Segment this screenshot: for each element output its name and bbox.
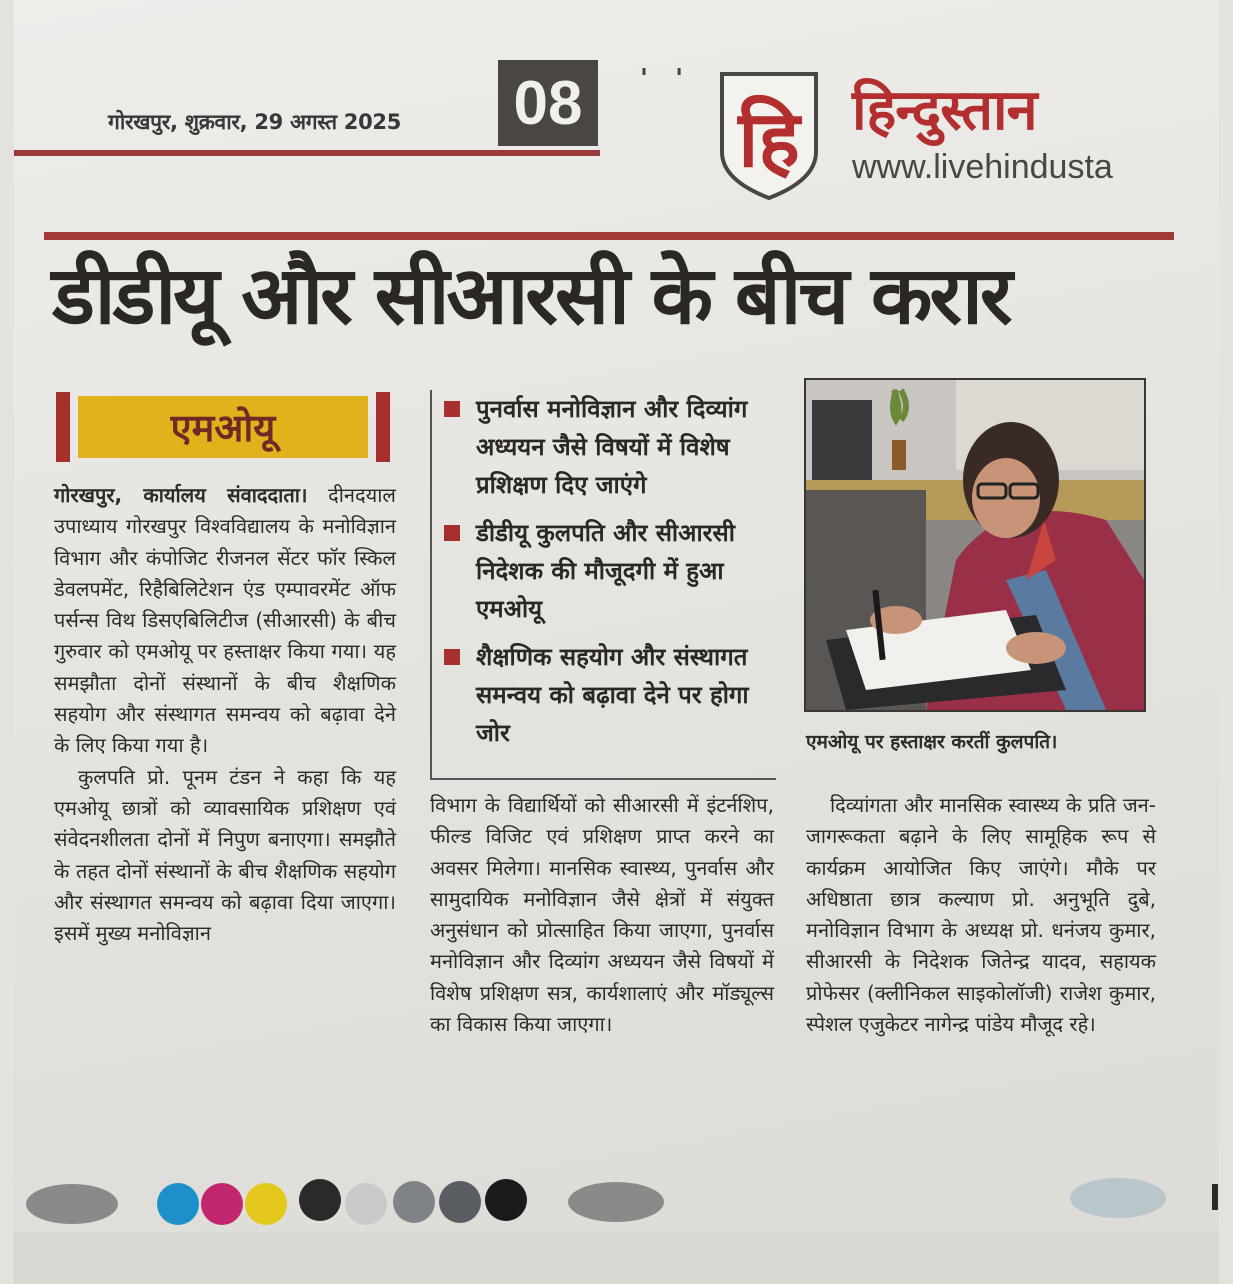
dateline: गोरखपुर, कार्यालय संवाददाता।	[54, 483, 308, 507]
section-rule	[44, 232, 1174, 240]
highlight-item	[444, 514, 774, 628]
article-column-3	[806, 790, 1156, 1040]
registration-mark	[157, 1183, 199, 1225]
registration-mark	[26, 1184, 118, 1224]
registration-mark	[485, 1179, 527, 1221]
highlight-item	[444, 638, 774, 752]
page-number: 08	[498, 60, 598, 146]
registration-mark	[1070, 1178, 1166, 1218]
article-paragraph: कुलपति प्रो. पूनम टंडन ने कहा कि यह एमओयू छात्रों को व्यावसायिक प्रशिक्षण एवं संवेदनशीलता दोनों में निपुण बनाएगा। समझौते के तहत दोनों संस्थानों के बीच शैक्षणिक सहयोग और संस्थागत समन्वय को बढ़ावा दिया जाएगा। इसमें मुख्य मनोविज्ञान	[54, 764, 396, 946]
tag-bar-left	[56, 392, 70, 462]
bullet-square-icon	[444, 401, 460, 417]
highlight-text: शैक्षणिक सहयोग और संस्थागत समन्वय को बढ़ावा देने पर होगा जोर	[476, 643, 749, 747]
article-paragraph: दिव्यांगता और मानसिक स्वास्थ्य के प्रति जन-जागरूकता बढ़ाने के लिए सामूहिक रूप से कार्यक्रम आयोजित किए जाएंगे। मौके पर अधिष्ठाता छात्र कल्याण प्रो. अनुभूति दुबे, मनोविज्ञान विभाग के अध्यक्ष प्रो. धनंजय कुमार, सीआरसी के निदेशक जितेन्द्र यादव, सहायक प्रोफेसर (क्लीनिकल साइकोलॉजी) राजेश कुमार, स्पेशल एजुकेटर नागेन्द्र पांडेय मौजूद रहे।	[806, 793, 1156, 1037]
registration-mark	[245, 1183, 287, 1225]
tag-label: एमओयू	[170, 406, 276, 450]
newspaper-name: हिन्दुस्तान	[852, 78, 1037, 143]
highlight-text: डीडीयू कुलपति और सीआरसी निदेशक की मौजूदगी में हुआ एमओयू	[476, 519, 735, 623]
registration-mark	[345, 1183, 387, 1225]
crop-ticks: ' '	[640, 64, 684, 94]
hindustan-logo-icon	[714, 68, 824, 202]
registration-mark	[568, 1182, 664, 1222]
registration-mark	[299, 1179, 341, 1221]
logo-letter: हि	[738, 95, 800, 185]
highlight-item	[444, 390, 774, 504]
topic-tag	[56, 392, 390, 462]
headline: डीडीयू और सीआरसी के बीच करार	[52, 249, 1010, 342]
color-registration-bar	[0, 1170, 1233, 1230]
photo-caption: एमओयू पर हस्ताक्षर करतीं कुलपति।	[806, 731, 1058, 753]
page-margin	[14, 1232, 1219, 1284]
highlights-box	[430, 390, 776, 780]
registration-mark	[201, 1183, 243, 1225]
masthead-rule	[14, 150, 600, 156]
issue-date: गोरखपुर, शुक्रवार, 29 अगस्त 2025	[108, 110, 402, 134]
tag-bar-right	[376, 392, 390, 462]
photo-illustration	[806, 380, 1144, 710]
article-paragraph: विभाग के विद्यार्थियों को सीआरसी में इंटर्नशिप, फील्ड विजिट एवं प्रशिक्षण प्राप्त करने का अवसर मिलेगा। मानसिक स्वास्थ्य, पुनर्वास और सामुदायिक मनोविज्ञान जैसे क्षेत्रों में संयुक्त अनुसंधान को प्रोत्साहित किया जाएगा, पुनर्वास मनोविज्ञान और दिव्यांग अध्ययन जैसे विषयों में विशेष प्रशिक्षण सत्र, कार्यशालाएं और मॉड्यूल्स का विकास किया जाएगा।	[430, 793, 774, 1037]
website-url: www.livehindusta	[852, 148, 1113, 186]
bullet-square-icon	[444, 649, 460, 665]
article-column-1	[54, 480, 396, 949]
registration-mark	[393, 1181, 435, 1223]
article-column-2	[430, 790, 774, 1040]
bullet-square-icon	[444, 525, 460, 541]
highlight-text: पुनर्वास मनोविज्ञान और दिव्यांग अध्ययन जैसे विषयों में विशेष प्रशिक्षण दिए जाएंगे	[476, 395, 748, 499]
registration-mark	[439, 1181, 481, 1223]
article-photo	[804, 378, 1146, 712]
article-paragraph	[54, 480, 396, 762]
paragraph-text: दीनदयाल उपाध्याय गोरखपुर विश्वविद्यालय के मनोविज्ञान विभाग और कंपोजिट रीजनल सेंटर फॉर स्किल डेवलपमेंट, रिहैबिलिटेशन एंड एम्पावरमेंट ऑफ पर्सन्स विथ डिसएबिलिटीज (सीआरसी) के बीच गुरुवार को एमओयू पर हस्ताक्षर किया गया। यह समझौता दोनों संस्थानों के बीच शैक्षणिक सहयोग और संस्थागत समन्वय को बढ़ावा देने के लिए किया गया है।	[54, 483, 396, 758]
